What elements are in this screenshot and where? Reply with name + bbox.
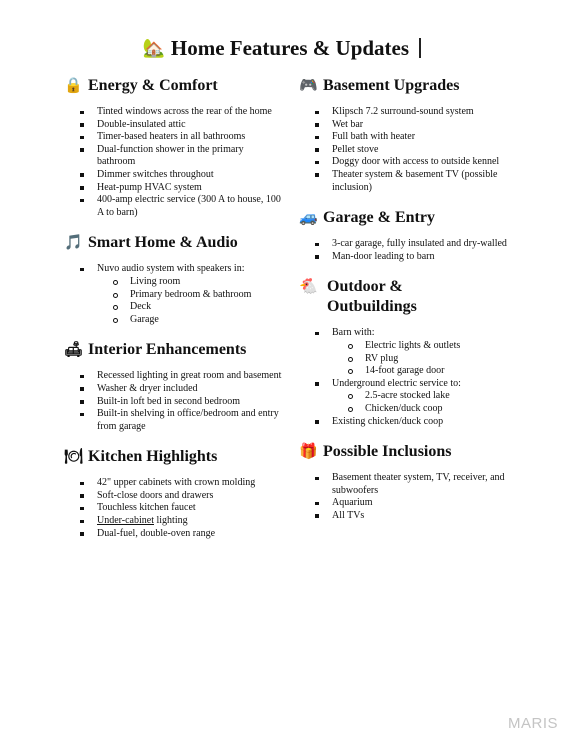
list-item-text: Nuvo audio system with speakers in: xyxy=(97,263,245,275)
list-item: Built-in shelving in office/bedroom and entry from garage xyxy=(80,408,282,433)
energy-list xyxy=(64,106,282,219)
section-title: Interior Enhancements xyxy=(88,341,247,359)
sub-list-item: RV plug xyxy=(348,353,519,366)
list-item: 42" upper cabinets with crown molding xyxy=(80,477,282,490)
sub-list-item: Living room xyxy=(113,276,282,289)
list-item: Pellet stove xyxy=(315,144,519,157)
section-heading-energy xyxy=(64,76,282,96)
section-heading-smart-home xyxy=(64,233,282,253)
music-note-icon: 🎵 xyxy=(64,235,83,252)
garage-list xyxy=(299,238,519,263)
section-heading-inclusions xyxy=(299,442,519,462)
section-title: Smart Home & Audio xyxy=(88,234,238,252)
kitchen-list xyxy=(64,477,282,540)
list-item xyxy=(315,378,519,416)
list-item: Dimmer switches throughout xyxy=(80,169,282,182)
list-item: Dual-fuel, double-oven range xyxy=(80,528,282,541)
section-title: Possible Inclusions xyxy=(323,443,452,461)
plate-icon: 🍽 xyxy=(64,449,84,466)
sub-list-item: Garage xyxy=(113,314,282,327)
sub-list-item: 2.5-acre stocked lake xyxy=(348,390,519,403)
basement-list xyxy=(299,106,519,194)
list-item-text: lighting xyxy=(154,515,188,527)
outdoor-list xyxy=(299,327,519,428)
list-item: 3-car garage, fully insulated and dry-walled xyxy=(315,238,519,251)
sub-list-item: Deck xyxy=(113,301,282,314)
list-item: Basement theater system, TV, receiver, and subwoofers xyxy=(315,472,519,497)
smart-home-list xyxy=(64,263,282,326)
sofa-lamp-icon: 🛋 xyxy=(64,342,84,359)
game-controller-icon: 🎮 xyxy=(299,78,318,94)
list-item: Heat-pump HVAC system xyxy=(80,182,282,195)
list-item: 400-amp electric service (300 A to house, 100 A to barn) xyxy=(80,194,282,219)
list-item: Soft-close doors and drawers xyxy=(80,490,282,503)
list-item: Aquarium xyxy=(315,497,519,510)
section-title: Garage & Entry xyxy=(323,209,435,227)
list-item: Existing chicken/duck coop xyxy=(315,416,519,429)
section-title: Energy & Comfort xyxy=(88,77,218,94)
interior-list xyxy=(64,370,282,433)
section-heading-interior xyxy=(64,340,282,360)
inclusions-list xyxy=(299,472,519,522)
under-cabinet-link[interactable]: Under-cabinet xyxy=(97,515,154,527)
list-item: Dual-function shower in the primary bathroom xyxy=(80,144,282,169)
sub-list-item: Chicken/duck coop xyxy=(348,403,519,416)
house-icon: 🏡 xyxy=(142,38,165,58)
section-heading-garage xyxy=(299,208,519,228)
page-title xyxy=(0,36,563,61)
list-item: All TVs xyxy=(315,510,519,523)
sub-list-item: Primary bedroom & bathroom xyxy=(113,289,282,302)
sub-list xyxy=(97,276,282,326)
section-title: Outdoor & Outbuildings xyxy=(327,278,417,316)
text-cursor xyxy=(419,38,421,58)
gift-icon: 🎁 xyxy=(299,444,318,461)
list-item: Full bath with heater xyxy=(315,131,519,144)
sub-list xyxy=(332,340,519,378)
list-item: Wet bar xyxy=(315,119,519,132)
sub-list-item: Electric lights & outlets xyxy=(348,340,519,353)
list-item: Built-in loft bed in second bedroom xyxy=(80,396,282,409)
watermark: MARIS xyxy=(507,715,558,732)
list-item: Man-door leading to barn xyxy=(315,251,519,264)
section-title: Kitchen Highlights xyxy=(88,448,218,466)
list-item: Recessed lighting in great room and basement xyxy=(80,370,282,383)
list-item xyxy=(80,515,282,528)
list-item: Theater system & basement TV (possible inclusion) xyxy=(315,169,519,194)
list-item: Touchless kitchen faucet xyxy=(80,502,282,515)
list-item: Klipsch 7.2 surround-sound system xyxy=(315,106,519,119)
section-title: Basement Upgrades xyxy=(323,77,460,94)
section-heading-outdoor xyxy=(299,277,429,317)
chicken-icon: 🐔 xyxy=(299,279,318,296)
list-item: Double-insulated attic xyxy=(80,119,282,132)
right-column xyxy=(299,76,519,536)
list-item-text: Underground electric service to: xyxy=(332,377,461,389)
section-heading-kitchen xyxy=(64,447,282,467)
sub-list xyxy=(332,390,519,415)
lock-icon: 🔒 xyxy=(64,78,83,94)
list-item: Timer-based heaters in all bathrooms xyxy=(80,131,282,144)
section-heading-basement xyxy=(299,76,519,96)
list-item: Tinted windows across the rear of the home xyxy=(80,106,282,119)
left-column xyxy=(64,76,282,554)
sub-list-item: 14-foot garage door xyxy=(348,365,519,378)
list-item xyxy=(80,263,282,326)
list-item: Washer & dryer included xyxy=(80,383,282,396)
page-title-text: Home Features & Updates xyxy=(170,36,410,60)
truck-icon: 🚙 xyxy=(299,210,318,227)
list-item: Doggy door with access to outside kennel xyxy=(315,156,519,169)
list-item xyxy=(315,327,519,377)
list-item-text: Barn with: xyxy=(332,327,375,339)
